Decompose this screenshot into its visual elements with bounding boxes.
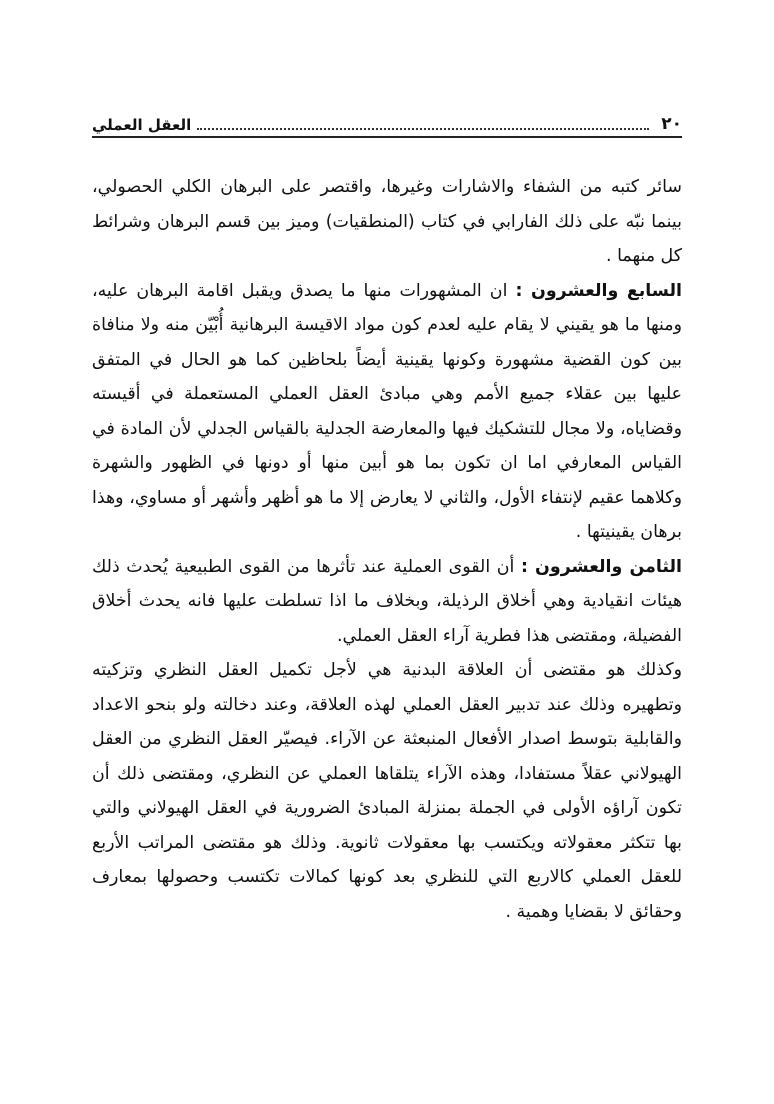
- page-number: ٢٠: [661, 114, 682, 134]
- running-title: العقل العملي: [92, 116, 192, 134]
- paragraph-text: وكذلك هو مقتضى أن العلاقة البدنية هي لأجل تكميل العقل النظري وتزكيته وتطهيره وذلك عند تدبير العقل العملي لهذه العلاقة، وعند دخالته ولو بنحو الاعداد والقابلية بتوسط اصدار الأفعال المنبعثة عن الآراء. فيصيّر العقل النظري من العقل الهيولاني عقلاً مستفادا، وهذه الآراء يتلقاها العملي عن النظري، ومقتضى ذلك أن تكون آراؤه الأولى في الجملة بمنزلة المبادئ الضرورية في العقل الهيولاني والتي بها تتكثر معقولاته ويكتسب بها معقولات ثانوية. وذلك هو مقتضى المراتب الأربع للعقل العملي كالاربع التي للنظري بعد كونها كمالات تكتسب وحصولها بمعارف وحقائق لا بقضايا وهمية .: [92, 660, 682, 922]
- paragraph-27: [92, 274, 682, 550]
- page-header: [92, 100, 682, 138]
- paragraph-lead: الثامن والعشرون :: [520, 556, 682, 577]
- paragraph-lead: السابع والعشرون :: [515, 280, 682, 301]
- paragraph-28: [92, 550, 682, 654]
- paragraph-continuation-2: [92, 653, 682, 929]
- paragraph-text: ان المشهورات منها ما يصدق ويقبل اقامة البرهان عليه، ومنها ما هو يقيني لا يقام عليه لعدم كون مواد الاقيسة البرهانية أُبْيّن منه ولا منافاة بين كون القضية مشهورة وكونها يقينية أيضاً بلحاظين كما هو الحال في المتفق عليها بين عقلاء جميع الأمم وهي مبادئ العقل العملي المستعملة في أقيسته وقضاياه، ولا مجال للتشكيك فيها والمعارضة الجدلية بالقياس الجدلي لأن المادة في القياس المعارفي اما ان تكون بما هو أبين منها أو دونها في الظهور والشهرة وكلاهما عقيم لإنتفاء الأول، والثاني لا يعارض إلا ما هو أظهر وأشهر أو مساوي، وهذا برهان يقينيتها .: [92, 280, 682, 542]
- paragraph-continuation: [92, 170, 682, 274]
- paragraph-text: أن القوى العملية عند تأثرها من القوى الطبيعية يُحدث ذلك هيئات انقيادية وهي أخلاق الرذيلة، وبخلاف ما اذا تسلطت عليها فانه يحدث أخلاق الفضيلة، ومقتضى هذا فطرية آراء العقل العملي.: [92, 556, 682, 646]
- paragraph-text: سائر كتبه من الشفاء والاشارات وغيرها، واقتصر على البرهان الكلي الحصولي، بينما نبّه على ذلك الفارابي في كتاب (المنطقيات) وميز بين قسم البرهان وشرائط كل منهما .: [92, 177, 682, 266]
- page-body: [92, 170, 682, 929]
- header-dotted-leader: [197, 128, 649, 130]
